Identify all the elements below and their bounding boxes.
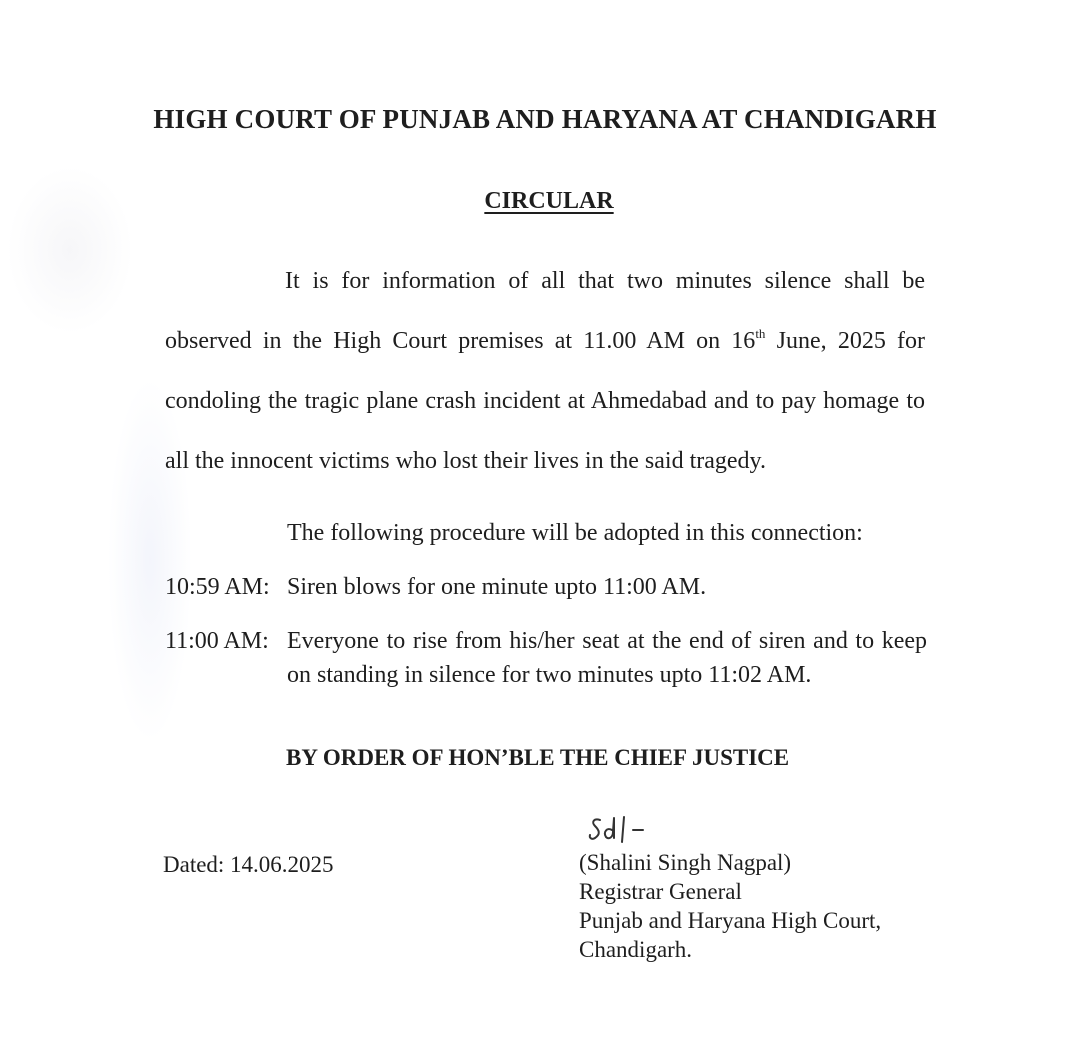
order-line: BY ORDER OF HON’BLE THE CHIEF JUSTICE: [286, 745, 790, 770]
procedure-description-2-line-2: on standing in silence for two minutes upto 11:02 AM.: [287, 662, 812, 688]
signatory-office: Punjab and Haryana High Court,: [579, 908, 882, 933]
procedure-description-2-line-1: Everyone to rise from his/her seat at the end of siren and to keep: [287, 628, 927, 654]
paragraph-line-2-start: observed in the High Court premises at 11.00 AM on 16: [165, 328, 756, 354]
procedure-time-2: 11:00 AM:: [165, 628, 269, 654]
signatory-name: (Shalini Singh Nagpal): [579, 850, 792, 875]
procedure-intro: The following procedure will be adopted in this connection:: [287, 520, 863, 546]
paragraph-line-2: [165, 328, 925, 355]
court-title: HIGH COURT OF PUNJAB AND HARYANA AT CHANDIGARH: [153, 104, 937, 134]
handwritten-signature: [586, 812, 656, 848]
paragraph-line-1: It is for information of all that two minutes silence shall be: [285, 268, 925, 294]
signatory-designation: Registrar General: [579, 879, 742, 904]
paragraph-line-2-end: June, 2025 for: [765, 328, 925, 354]
paragraph-line-4: all the innocent victims who lost their lives in the said tragedy.: [165, 448, 766, 474]
procedure-time-1: 10:59 AM:: [165, 574, 270, 600]
procedure-description-1: Siren blows for one minute upto 11:00 AM.: [287, 574, 707, 600]
date-ordinal-suffix: th: [755, 326, 766, 341]
dated: Dated: 14.06.2025: [163, 852, 334, 877]
signature-block: [579, 848, 881, 964]
paragraph-line-3: condoling the tragic plane crash incident at Ahmedabad and to pay homage to: [165, 388, 925, 414]
circular-heading: CIRCULAR: [484, 188, 614, 214]
signatory-city: Chandigarh.: [579, 937, 693, 962]
